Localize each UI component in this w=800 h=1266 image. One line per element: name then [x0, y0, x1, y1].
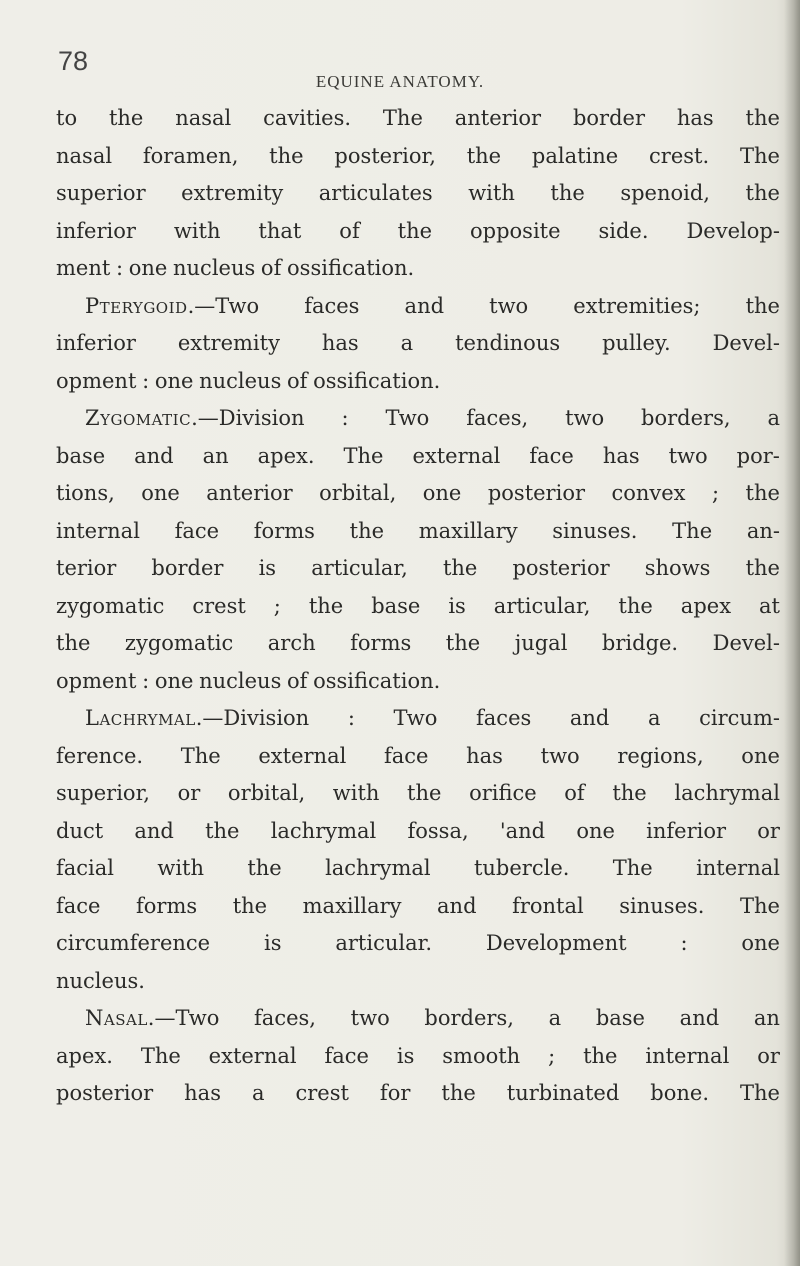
page-number: 78: [58, 46, 89, 76]
text-line: opment : one nucleus of ossification.: [56, 668, 441, 693]
text-line: to the nasal cavities. The anterior border has the: [56, 106, 780, 130]
text-line: Lachrymal.—Division : Two faces and a circum-: [85, 706, 780, 730]
text-line: base and an apex. The external face has two por-: [56, 443, 780, 468]
body-text: [56, 100, 780, 1113]
text-line: duct and the lachrymal fossa, 'and one inferior or: [56, 818, 780, 843]
text-line: circumference is articular. Development : one: [56, 931, 780, 955]
text-line: superior, or orbital, with the orifice of the lachrymal: [56, 781, 780, 805]
text-line: ment : one nucleus of ossification.: [56, 256, 415, 280]
text-line: facial with the lachrymal tubercle. The internal: [56, 856, 780, 880]
text-line: posterior has a crest for the turbinated bone. The: [56, 1081, 780, 1105]
text-line: nasal foramen, the posterior, the palatine crest. The: [56, 143, 780, 168]
text-line: superior extremity articulates with the spenoid, the: [56, 181, 780, 205]
page-edge-shadow: [784, 0, 800, 1266]
text-line: face forms the maxillary and frontal sinuses. The: [56, 893, 780, 918]
text-line: zygomatic crest ; the base is articular, the apex at: [56, 593, 780, 618]
text-line: opment : one nucleus of ossification.: [56, 368, 441, 393]
text-line: tions, one anterior orbital, one posterior convex ; the: [56, 481, 780, 505]
text-line: Pterygoid.—Two faces and two extremities; the: [85, 293, 780, 318]
text-line: inferior with that of the opposite side. Develop-: [56, 218, 780, 243]
text-line: inferior extremity has a tendinous pulley. Devel-: [56, 331, 780, 355]
text-line: terior border is articular, the posterior shows the: [56, 556, 780, 580]
text-line: Nasal.—Two faces, two borders, a base and an: [85, 1006, 780, 1030]
text-line: nucleus.: [56, 968, 145, 993]
text-line: the zygomatic arch forms the jugal bridge. Devel-: [56, 631, 780, 655]
text-line: ference. The external face has two regions, one: [56, 743, 780, 768]
text-line: internal face forms the maxillary sinuses. The an-: [56, 518, 780, 543]
running-head: EQUINE ANATOMY.: [315, 72, 485, 91]
text-line: Zygomatic.—Division : Two faces, two borders, a: [85, 406, 780, 430]
text-line: apex. The external face is smooth ; the internal or: [56, 1043, 780, 1068]
